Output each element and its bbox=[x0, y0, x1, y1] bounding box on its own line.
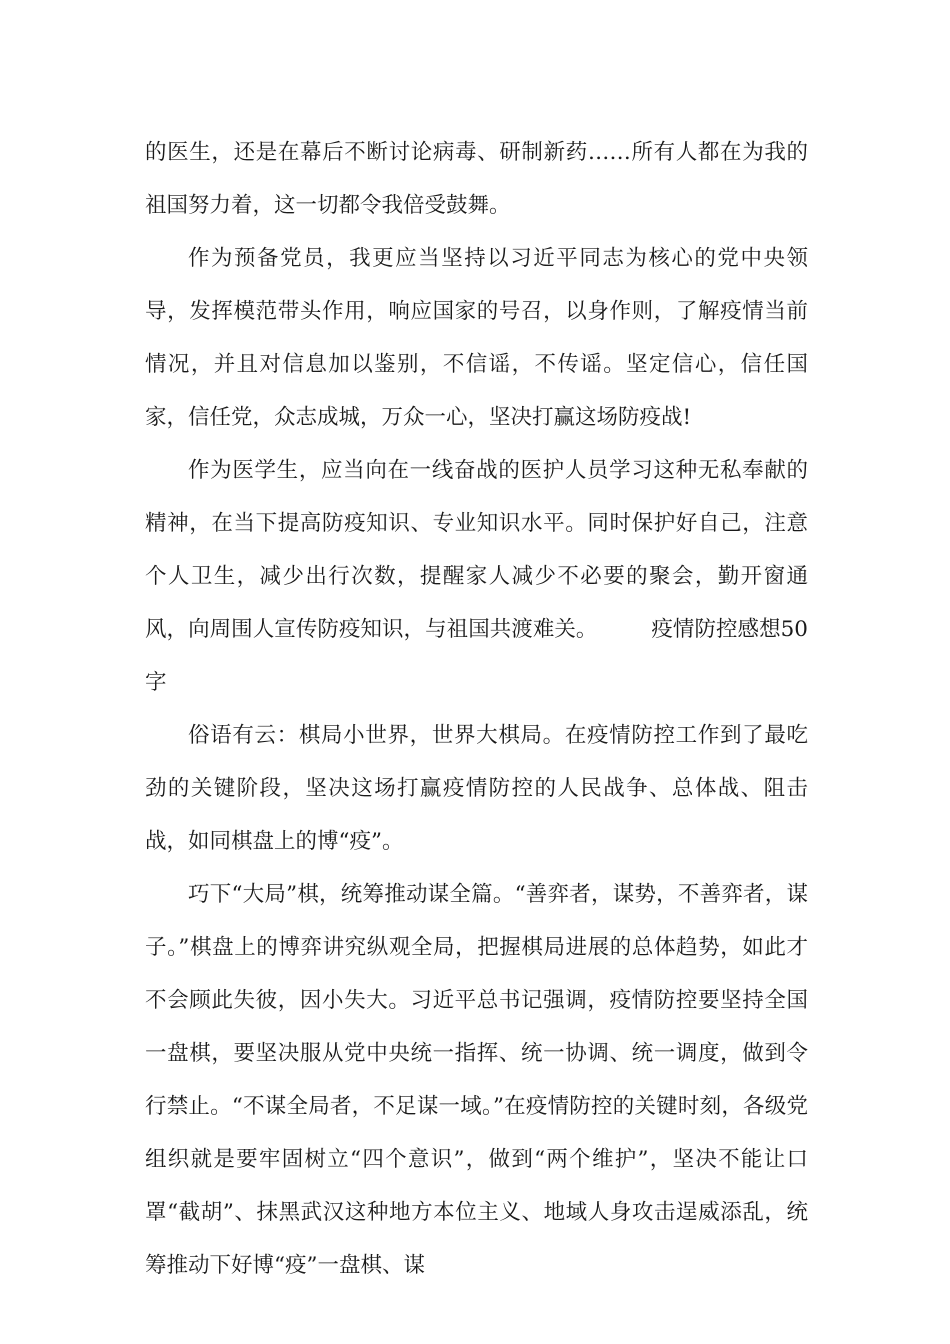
paragraph-5: 巧下“大局”棋，统筹推动谋全篇。“善弈者，谋势，不善弈者，谋子。”棋盘上的博弈讲究纵观全局，把握棋局进展的总体趋势，如此才不会顾此失彼，因小失大。习近平总书记强调，疫情防控要坚持全国一盘棋，要坚决服从党中央统一指挥、统一协调、统一调度，做到令行禁止。“不谋全局者，不足谋一域。”在疫情防控的关键时刻，各级党组织就是要牢固树立“四个意识”，做到“两个维护”，坚决不能让口罩“截胡”、抹黑武汉这种地方本位主义、地域人身攻击逞威添乱，统筹推动下好博“疫”一盘棋、谋 bbox=[145, 882, 808, 1278]
document-body bbox=[145, 126, 808, 1292]
paragraph-1: 的医生，还是在幕后不断讨论病毒、研制新药……所有人都在为我的祖国努力着，这一切都令我倍受鼓舞。 bbox=[145, 140, 808, 218]
paragraph-2: 作为预备党员，我更应当坚持以习近平同志为核心的党中央领导，发挥模范带头作用，响应国家的号召，以身作则，了解疫情当前情况，并且对信息加以鉴别，不信谣，不传谣。坚定信心，信任国家，信任党，众志成城，万众一心，坚决打赢这场防疫战! bbox=[145, 246, 808, 430]
paragraph-4: 俗语有云：棋局小世界，世界大棋局。在疫情防控工作到了最吃劲的关键阶段，坚决这场打赢疫情防控的人民战争、总体战、阻击战，如同棋盘上的博“疫”。 bbox=[145, 723, 808, 854]
paragraph-3: 作为医学生，应当向在一线奋战的医护人员学习这种无私奉献的精神，在当下提高防疫知识、专业知识水平。同时保护好自己，注意个人卫生，减少出行次数，提醒家人减少不必要的聚会，勤开窗通风，向周围人宣传防疫知识，与祖国共渡难关。 疫情防控感想50字 bbox=[145, 458, 808, 695]
